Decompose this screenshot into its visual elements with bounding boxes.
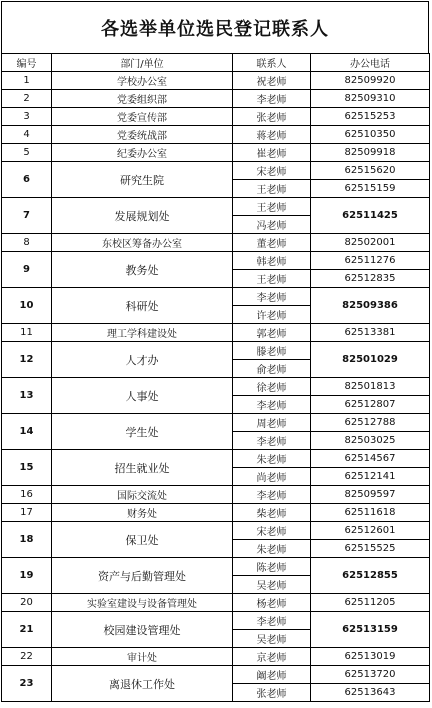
row-contact: 李老师 xyxy=(233,396,311,414)
row-contact: 张老师 xyxy=(233,684,311,702)
row-department: 研究生院 xyxy=(52,162,233,198)
row-number: 15 xyxy=(2,450,52,486)
table-row xyxy=(2,378,430,396)
row-contact: 祝老师 xyxy=(233,72,311,90)
row-contact: 王老师 xyxy=(233,270,311,288)
row-phone: 82503025 xyxy=(311,432,430,450)
row-phone: 82502001 xyxy=(311,234,430,252)
row-department: 人才办 xyxy=(52,342,233,378)
table-row xyxy=(2,198,430,216)
row-contact: 徐老师 xyxy=(233,378,311,396)
row-number: 22 xyxy=(2,648,52,666)
row-contact: 宋老师 xyxy=(233,522,311,540)
table-row xyxy=(2,612,430,630)
row-contact: 陈老师 xyxy=(233,558,311,576)
row-department: 理工学科建设处 xyxy=(52,324,233,342)
table-row xyxy=(2,666,430,684)
table-row xyxy=(2,72,430,90)
header-number: 编号 xyxy=(2,54,52,72)
row-phone: 62513720 xyxy=(311,666,430,684)
row-contact: 柴老师 xyxy=(233,504,311,522)
row-number: 11 xyxy=(2,324,52,342)
row-department: 资产与后勤管理处 xyxy=(52,558,233,594)
row-number: 4 xyxy=(2,126,52,144)
row-phone: 62512855 xyxy=(311,558,430,594)
row-contact: 张老师 xyxy=(233,108,311,126)
sheet-title: 各选举单位选民登记联系人 xyxy=(1,1,429,54)
row-number: 2 xyxy=(2,90,52,108)
table-row xyxy=(2,522,430,540)
row-department: 保卫处 xyxy=(52,522,233,558)
contact-table xyxy=(1,53,430,702)
row-phone: 62512601 xyxy=(311,522,430,540)
row-number: 20 xyxy=(2,594,52,612)
row-number: 10 xyxy=(2,288,52,324)
row-contact: 董老师 xyxy=(233,234,311,252)
row-phone: 82509310 xyxy=(311,90,430,108)
row-contact: 周老师 xyxy=(233,414,311,432)
table-row xyxy=(2,288,430,306)
row-department: 审计处 xyxy=(52,648,233,666)
table-row xyxy=(2,450,430,468)
row-phone: 62514567 xyxy=(311,450,430,468)
row-contact: 郭老师 xyxy=(233,324,311,342)
row-number: 3 xyxy=(2,108,52,126)
row-department: 党委组织部 xyxy=(52,90,233,108)
table-body xyxy=(2,72,430,702)
table-row xyxy=(2,504,430,522)
table-row xyxy=(2,594,430,612)
contact-sheet xyxy=(1,1,429,707)
table-row xyxy=(2,90,430,108)
row-department: 学生处 xyxy=(52,414,233,450)
row-number: 7 xyxy=(2,198,52,234)
row-contact: 杨老师 xyxy=(233,594,311,612)
row-number: 6 xyxy=(2,162,52,198)
row-phone: 62512788 xyxy=(311,414,430,432)
table-row xyxy=(2,126,430,144)
table-row xyxy=(2,324,430,342)
row-contact: 朱老师 xyxy=(233,540,311,558)
row-department: 校园建设管理处 xyxy=(52,612,233,648)
row-phone: 62511425 xyxy=(311,198,430,234)
header-phone: 办公电话 xyxy=(311,54,430,72)
table-row xyxy=(2,486,430,504)
row-contact: 尚老师 xyxy=(233,468,311,486)
row-phone: 62513643 xyxy=(311,684,430,702)
row-contact: 俞老师 xyxy=(233,360,311,378)
row-number: 21 xyxy=(2,612,52,648)
row-phone: 62510350 xyxy=(311,126,430,144)
row-department: 发展规划处 xyxy=(52,198,233,234)
row-department: 党委宣传部 xyxy=(52,108,233,126)
table-row xyxy=(2,414,430,432)
row-phone: 62512835 xyxy=(311,270,430,288)
row-contact: 崔老师 xyxy=(233,144,311,162)
row-phone: 82509918 xyxy=(311,144,430,162)
row-department: 离退休工作处 xyxy=(52,666,233,702)
row-department: 东校区筹备办公室 xyxy=(52,234,233,252)
row-department: 国际交流处 xyxy=(52,486,233,504)
row-department: 招生就业处 xyxy=(52,450,233,486)
row-department: 纪委办公室 xyxy=(52,144,233,162)
row-phone: 62513159 xyxy=(311,612,430,648)
table-row xyxy=(2,108,430,126)
row-contact: 韩老师 xyxy=(233,252,311,270)
row-phone: 82509386 xyxy=(311,288,430,324)
row-contact: 李老师 xyxy=(233,612,311,630)
row-phone: 62513019 xyxy=(311,648,430,666)
row-number: 5 xyxy=(2,144,52,162)
row-phone: 62512807 xyxy=(311,396,430,414)
row-phone: 82509920 xyxy=(311,72,430,90)
row-contact: 宋老师 xyxy=(233,162,311,180)
row-contact: 冯老师 xyxy=(233,216,311,234)
row-contact: 李老师 xyxy=(233,90,311,108)
row-phone: 62513381 xyxy=(311,324,430,342)
table-row xyxy=(2,342,430,360)
row-number: 13 xyxy=(2,378,52,414)
row-contact: 吴老师 xyxy=(233,630,311,648)
row-number: 16 xyxy=(2,486,52,504)
row-phone: 82501813 xyxy=(311,378,430,396)
row-number: 17 xyxy=(2,504,52,522)
row-phone: 62512141 xyxy=(311,468,430,486)
row-phone: 62515159 xyxy=(311,180,430,198)
row-contact: 李老师 xyxy=(233,486,311,504)
row-number: 8 xyxy=(2,234,52,252)
row-number: 1 xyxy=(2,72,52,90)
row-contact: 李老师 xyxy=(233,432,311,450)
row-number: 19 xyxy=(2,558,52,594)
table-row xyxy=(2,162,430,180)
row-contact: 王老师 xyxy=(233,198,311,216)
row-phone: 82509597 xyxy=(311,486,430,504)
row-department: 人事处 xyxy=(52,378,233,414)
row-contact: 吴老师 xyxy=(233,576,311,594)
row-contact: 朱老师 xyxy=(233,450,311,468)
table-row xyxy=(2,234,430,252)
row-phone: 62515620 xyxy=(311,162,430,180)
table-row xyxy=(2,252,430,270)
row-department: 财务处 xyxy=(52,504,233,522)
row-number: 9 xyxy=(2,252,52,288)
header-department: 部门/单位 xyxy=(52,54,233,72)
row-number: 18 xyxy=(2,522,52,558)
row-number: 23 xyxy=(2,666,52,702)
row-contact: 许老师 xyxy=(233,306,311,324)
row-contact: 京老师 xyxy=(233,648,311,666)
row-phone: 62511618 xyxy=(311,504,430,522)
row-number: 14 xyxy=(2,414,52,450)
row-contact: 阚老师 xyxy=(233,666,311,684)
row-department: 党委统战部 xyxy=(52,126,233,144)
row-phone: 62511276 xyxy=(311,252,430,270)
row-contact: 滕老师 xyxy=(233,342,311,360)
row-phone: 62515253 xyxy=(311,108,430,126)
row-contact: 王老师 xyxy=(233,180,311,198)
row-phone: 82501029 xyxy=(311,342,430,378)
row-department: 教务处 xyxy=(52,252,233,288)
row-phone: 62511205 xyxy=(311,594,430,612)
row-phone: 62515525 xyxy=(311,540,430,558)
table-row xyxy=(2,144,430,162)
header-contact: 联系人 xyxy=(233,54,311,72)
row-contact: 蒋老师 xyxy=(233,126,311,144)
row-department: 学校办公室 xyxy=(52,72,233,90)
row-number: 12 xyxy=(2,342,52,378)
row-department: 实验室建设与设备管理处 xyxy=(52,594,233,612)
row-contact: 李老师 xyxy=(233,288,311,306)
table-row xyxy=(2,648,430,666)
table-row xyxy=(2,558,430,576)
row-department: 科研处 xyxy=(52,288,233,324)
table-header-row xyxy=(2,54,430,72)
